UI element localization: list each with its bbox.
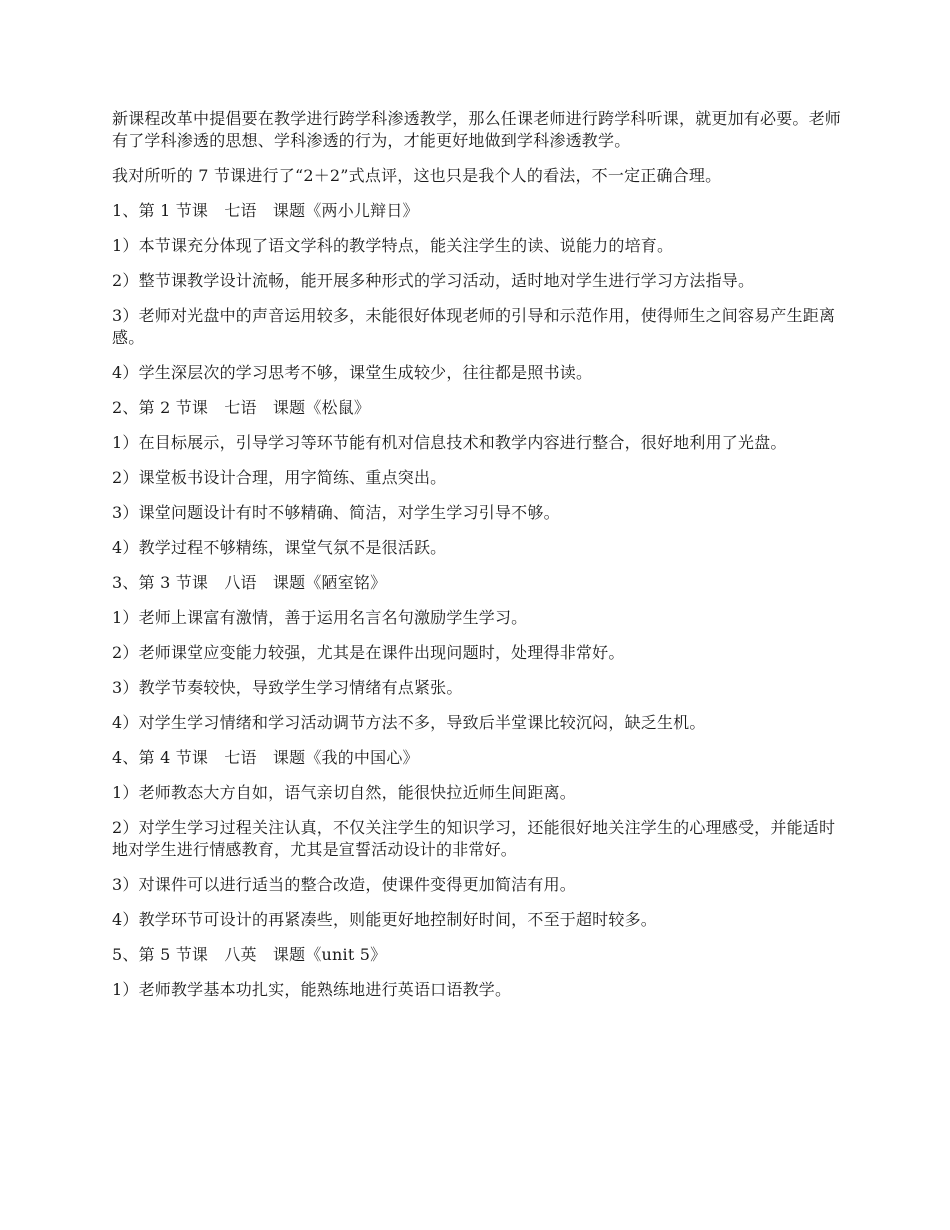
- lesson-3-point-4: 4）对学生学习情绪和学习活动调节方法不多，导致后半堂课比较沉闷，缺乏生机。: [112, 713, 706, 732]
- lesson-4-point-4: 4）教学环节可设计的再紧凑些，则能更好地控制好时间，不至于超时较多。: [112, 910, 657, 929]
- lesson-3-heading: 3、第 3 节课 八语 课题《陋室铭》: [112, 573, 387, 592]
- lesson-2-point-2: 2）课堂板书设计合理，用字简练、重点突出。: [112, 468, 447, 487]
- lesson-3-point-3: 3）教学节奏较快，导致学生学习情绪有点紧张。: [112, 678, 463, 697]
- lesson-2-point-3: 3）课堂问题设计有时不够精确、简洁，对学生学习引导不够。: [112, 503, 560, 522]
- lesson-2-point-4: 4）教学过程不够精练，课堂气氛不是很活跃。: [112, 538, 447, 557]
- lesson-1-point-2: 2）整节课教学设计流畅，能开展多种形式的学习活动，适时地对学生进行学习方法指导。: [112, 271, 755, 290]
- lesson-3-point-1: 1）老师上课富有激情，善于运用名言名句激励学生学习。: [112, 608, 528, 627]
- lesson-1-point-1: 1）本节课充分体现了语文学科的教学特点，能关注学生的读、说能力的培育。: [112, 236, 674, 255]
- lesson-1-heading: 1、第 1 节课 七语 课题《两小儿辩日》: [112, 201, 419, 220]
- lesson-4-point-1: 1）老师教态大方自如，语气亲切自然，能很快拉近师生间距离。: [112, 783, 576, 802]
- lesson-2-heading: 2、第 2 节课 七语 课题《松鼠》: [112, 398, 371, 417]
- document-body: [112, 108, 844, 1014]
- lesson-1-point-3: 3）老师对光盘中的声音运用较多，未能很好体现老师的引导和示范作用，使得师生之间容易产生距离感。: [112, 306, 836, 347]
- lesson-2-point-1: 1）在目标展示，引导学习等环节能有机对信息技术和教学内容进行整合，很好地利用了光盘。: [112, 433, 787, 452]
- lesson-5-point-1: 1）老师教学基本功扎实，能熟练地进行英语口语教学。: [112, 980, 512, 999]
- lesson-4-point-2: 2）对学生学习过程关注认真，不仅关注学生的知识学习，还能很好地关注学生的心理感受，并能适时地对学生进行情感教育，尤其是宣誓活动设计的非常好。: [112, 818, 836, 859]
- lesson-4-point-3: 3）对课件可以进行适当的整合改造，使课件变得更加简洁有用。: [112, 875, 576, 894]
- lesson-3-point-2: 2）老师课堂应变能力较强，尤其是在课件出现问题时，处理得非常好。: [112, 643, 625, 662]
- lesson-1-point-4: 4）学生深层次的学习思考不够，课堂生成较少，往往都是照书读。: [112, 363, 593, 382]
- intro-paragraph: 新课程改革中提倡要在教学进行跨学科渗透教学，那么任课老师进行跨学科听课，就更加有必要。老师有了学科渗透的思想、学科渗透的行为，才能更好地做到学科渗透教学。: [112, 109, 842, 150]
- lesson-5-heading: 5、第 5 节课 八英 课题《unit 5》: [112, 945, 387, 964]
- lesson-4-heading: 4、第 4 节课 七语 课题《我的中国心》: [112, 748, 419, 767]
- review-note-paragraph: 我对所听的 7 节课进行了“2＋2”式点评，这也只是我个人的看法，不一定正确合理。: [112, 166, 722, 185]
